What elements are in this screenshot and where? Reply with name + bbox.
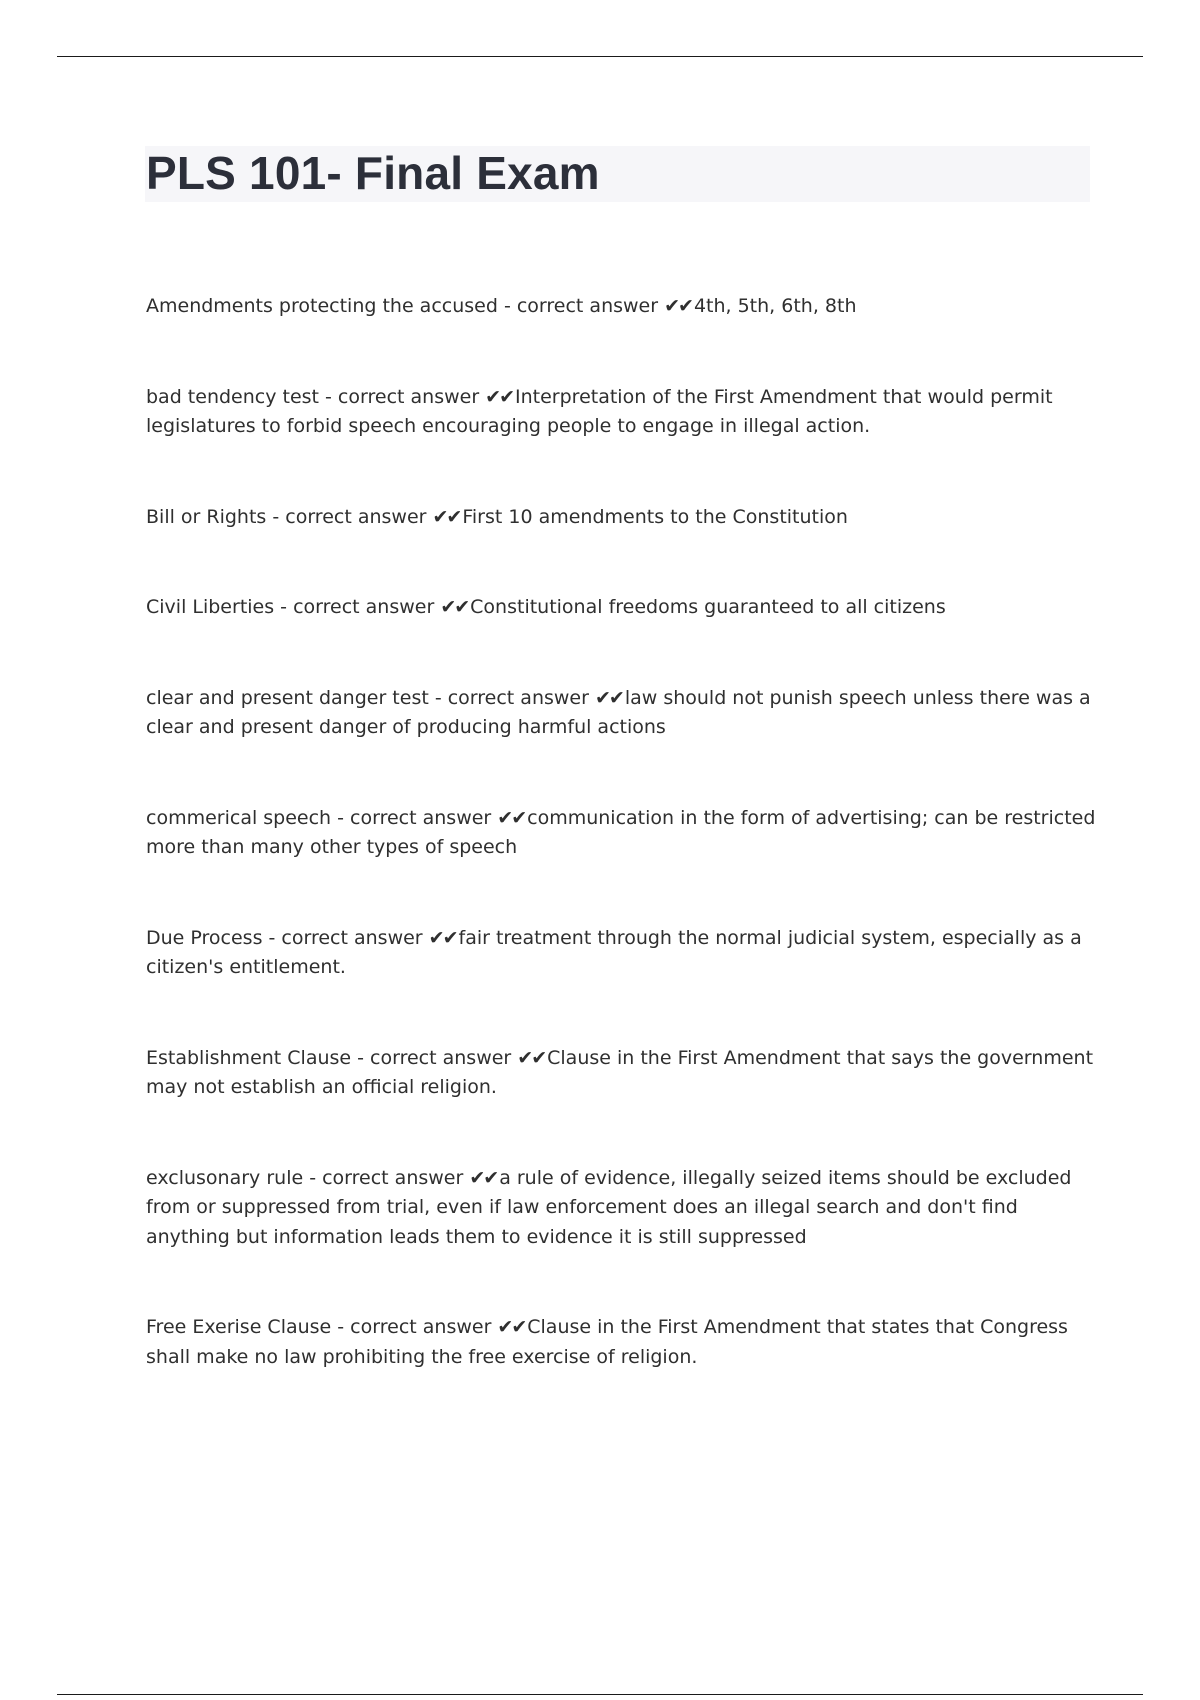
check-icon: ✔✔ (594, 686, 623, 709)
answer: Clause in the First Amendment that says the government may not establish an official religion. (146, 1046, 1094, 1098)
answer: Interpretation of the First Amendment that would permit legislatures to forbid speech encouraging people to engage in illegal action. (146, 385, 1053, 437)
qa-item (146, 804, 1096, 863)
separator: - correct answer (428, 686, 595, 709)
term: bad tendency test (146, 385, 319, 408)
answer: 4th, 5th, 6th, 8th (693, 295, 857, 317)
check-icon: ✔✔ (432, 505, 461, 528)
separator: - correct answer (331, 1316, 498, 1338)
check-icon: ✔✔ (428, 926, 457, 949)
separator: - correct answer (266, 505, 433, 528)
answer: Constitutional freedoms guaranteed to all citizens (470, 596, 946, 618)
term: clear and present danger test (146, 686, 429, 709)
qa-list (146, 292, 1096, 1433)
answer: a rule of evidence, illegally seized items should be excluded from or suppressed from trial, even if law enforcement does an illegal search and don't find anything but information leads them to evidence it is still suppressed (146, 1166, 1072, 1248)
answer: communication in the form of advertising; can be restricted more than many other types of speech (146, 806, 1096, 858)
qa-item (146, 1313, 1096, 1372)
separator: - correct answer (262, 926, 429, 949)
qa-item (146, 1044, 1096, 1103)
qa-item (146, 593, 1096, 623)
check-icon: ✔✔ (517, 1046, 546, 1069)
check-icon: ✔✔ (469, 1166, 498, 1189)
term: Establishment Clause (146, 1046, 352, 1069)
qa-item (146, 1164, 1096, 1253)
check-icon: ✔✔ (440, 596, 469, 618)
bottom-divider (57, 1694, 1143, 1695)
separator: - correct answer (319, 385, 486, 408)
check-icon: ✔✔ (485, 385, 514, 408)
term: Bill or Rights (146, 505, 267, 528)
qa-item (146, 924, 1096, 983)
answer: fair treatment through the normal judicial system, especially as a citizen's entitlement. (146, 926, 1082, 978)
separator: - correct answer (303, 1166, 470, 1189)
separator: - correct answer (351, 1046, 518, 1069)
separator: - correct answer (274, 596, 441, 618)
check-icon: ✔✔ (664, 295, 692, 317)
answer: First 10 amendments to the Constitution (462, 505, 848, 528)
top-divider (57, 56, 1143, 57)
page-title: PLS 101- Final Exam (146, 147, 600, 199)
term: Due Process (146, 926, 263, 949)
term: Civil Liberties (146, 596, 275, 618)
separator: - correct answer (497, 295, 665, 317)
answer: law should not punish speech unless there was a clear and present danger of producing harmful actions (146, 686, 1091, 738)
term: Free Exerise Clause (146, 1316, 332, 1338)
check-icon: ✔✔ (497, 806, 526, 829)
term: Amendments protecting the accused (146, 295, 498, 317)
qa-item (146, 292, 1096, 322)
qa-item (146, 383, 1096, 442)
qa-item (146, 684, 1096, 743)
term: commerical speech (146, 806, 332, 829)
separator: - correct answer (331, 806, 498, 829)
qa-item (146, 503, 1096, 533)
check-icon: ✔✔ (497, 1316, 526, 1338)
term: exclusonary rule (146, 1166, 304, 1189)
answer: Clause in the First Amendment that states that Congress shall make no law prohibiting the free exercise of religion. (146, 1316, 1068, 1368)
